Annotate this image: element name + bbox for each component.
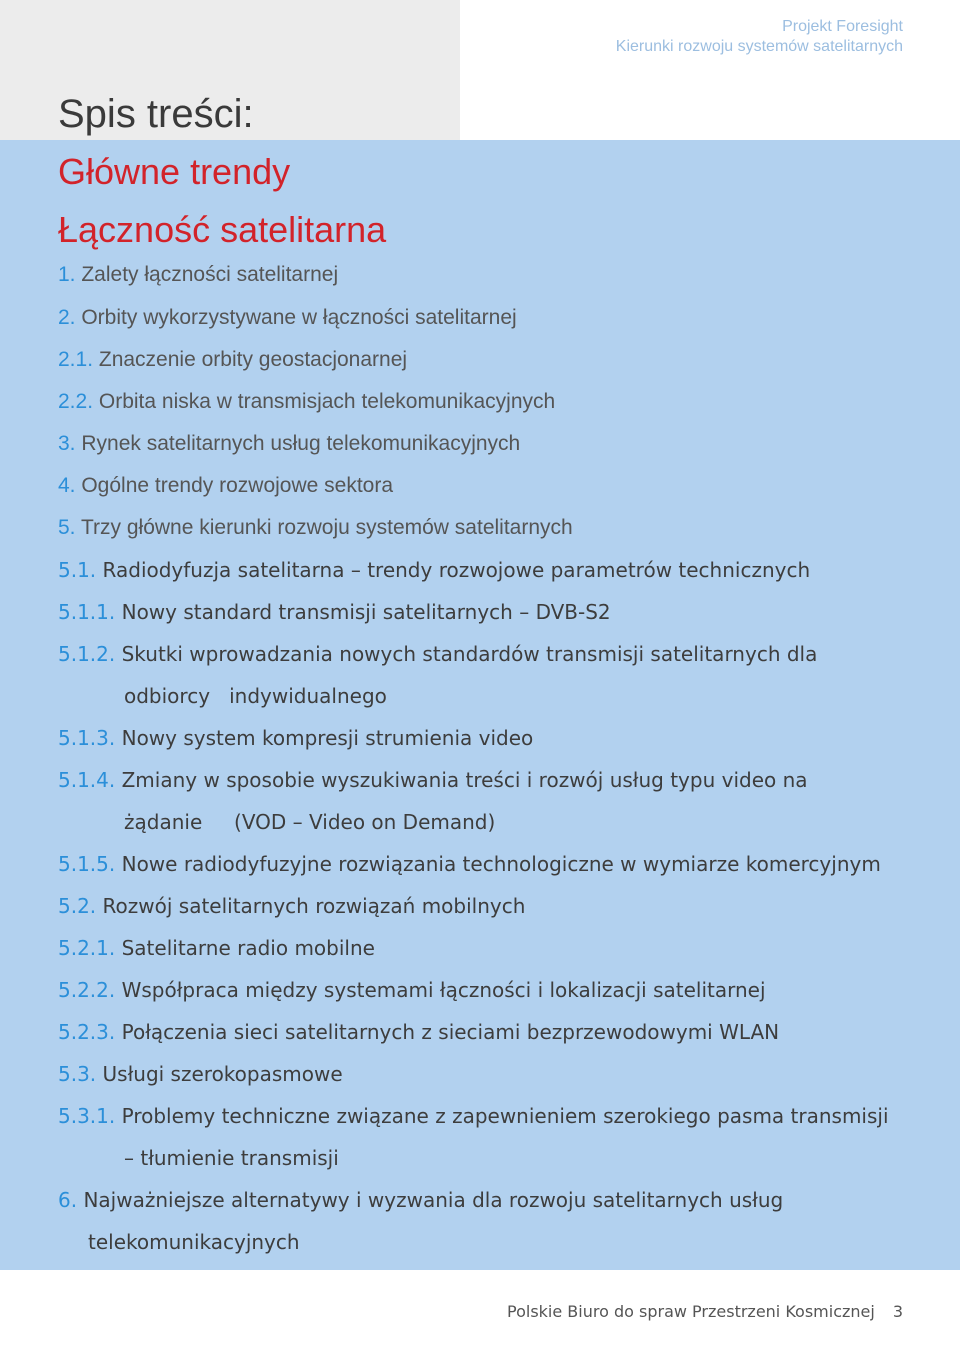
toc-entry[interactable]: [58, 389, 555, 415]
toc-entry[interactable]: [58, 431, 520, 457]
toc-entry[interactable]: [58, 977, 766, 1003]
toc-entry-title: Rozwój satelitarnych rozwiązań mobilnych: [96, 894, 526, 918]
toc-entry-number: 5.1.2.: [58, 642, 116, 666]
toc-entry-number: 5.1.: [58, 558, 97, 582]
toc-entry-number: 2.2.: [58, 390, 94, 413]
toc-entry-number: 1.: [58, 263, 76, 286]
toc-entry-continuation[interactable]: [124, 683, 387, 709]
toc-entry[interactable]: [58, 641, 817, 667]
toc-entry-title: odbiorcy indywidualnego: [124, 684, 387, 708]
toc-entry-title: Nowy system kompresji strumienia video: [115, 726, 534, 750]
toc-entry-continuation[interactable]: [124, 1145, 339, 1171]
toc-entry-number: 5.2.1.: [58, 936, 116, 960]
toc-entry-title: Orbita niska w transmisjach telekomunikacyjnych: [93, 390, 556, 413]
toc-entry-number: 3.: [58, 432, 76, 455]
toc-entry-number: 5.2.: [58, 894, 97, 918]
toc-entry[interactable]: [58, 305, 517, 331]
toc-entry-number: 5.1.5.: [58, 852, 116, 876]
toc-entry[interactable]: [58, 893, 525, 919]
footer-organization: Polskie Biuro do spraw Przestrzeni Kosmicznej: [507, 1302, 875, 1321]
page-title: Spis treści:: [58, 92, 254, 136]
toc-entry-title: – tłumienie transmisji: [124, 1146, 339, 1170]
toc-entry[interactable]: [58, 599, 611, 625]
toc-entry[interactable]: [58, 767, 808, 793]
toc-entry-title: Orbity wykorzystywane w łączności satelitarnej: [75, 306, 517, 329]
toc-entry-number: 4.: [58, 474, 76, 497]
toc-entry[interactable]: [58, 557, 810, 583]
header-subtitle: Kierunki rozwoju systemów satelitarnych: [615, 38, 903, 55]
toc-entry-continuation[interactable]: [88, 1229, 300, 1255]
toc-entry-title: Zalety łączności satelitarnej: [75, 263, 339, 286]
section-heading-trends: Główne trendy: [58, 151, 291, 192]
page-footer: [507, 1301, 903, 1323]
toc-entry-title: Satelitarne radio mobilne: [115, 936, 375, 960]
toc-entry-title: Połączenia sieci satelitarnych z sieciami bezprzewodowymi WLAN: [115, 1020, 780, 1044]
toc-entry-number: 5.1.1.: [58, 600, 116, 624]
toc-entry-title: żądanie (VOD – Video on Demand): [124, 810, 496, 834]
toc-entry-title: Najważniejsze alternatywy i wyzwania dla rozwoju satelitarnych usług: [77, 1188, 784, 1212]
toc-entry[interactable]: [58, 1019, 779, 1045]
toc-entry-number: 5.: [58, 516, 76, 539]
toc-entry[interactable]: [58, 1061, 343, 1087]
toc-entry-number: 5.2.3.: [58, 1020, 116, 1044]
toc-entry-title: Rynek satelitarnych usług telekomunikacyjnych: [75, 432, 521, 455]
toc-entry-title: Problemy techniczne związane z zapewnieniem szerokiego pasma transmisji: [115, 1104, 889, 1128]
header-project: Projekt Foresight: [782, 18, 903, 35]
section-heading-satellite: Łączność satelitarna: [58, 209, 387, 250]
toc-entry-title: Trzy główne kierunki rozwoju systemów satelitarnych: [75, 516, 573, 539]
toc-entry-title: Nowe radiodyfuzyjne rozwiązania technologiczne w wymiarze komercyjnym: [115, 852, 881, 876]
toc-entry[interactable]: [58, 851, 881, 877]
toc-entry[interactable]: [58, 473, 393, 499]
toc-entry-title: Radiodyfuzja satelitarna – trendy rozwojowe parametrów technicznych: [96, 558, 811, 582]
toc-entry-title: Usługi szerokopasmowe: [96, 1062, 343, 1086]
toc-entry-title: telekomunikacyjnych: [88, 1230, 300, 1254]
toc-entry-number: 5.2.2.: [58, 978, 116, 1002]
page-number: 3: [892, 1302, 903, 1321]
toc-entry-title: Ogólne trendy rozwojowe sektora: [75, 474, 394, 497]
toc-entry[interactable]: [58, 1187, 783, 1213]
toc-entry[interactable]: [58, 262, 338, 288]
toc-entry-number: 5.1.4.: [58, 768, 116, 792]
toc-entry-title: Zmiany w sposobie wyszukiwania treści i rozwój usług typu video na: [115, 768, 808, 792]
running-header: [616, 17, 903, 57]
toc-entry[interactable]: [58, 1103, 889, 1129]
toc-entry-number: 5.3.: [58, 1062, 97, 1086]
toc-entry[interactable]: [58, 515, 573, 541]
toc-entry-number: 2.: [58, 306, 76, 329]
toc-entry-number: 5.3.1.: [58, 1104, 116, 1128]
toc-entry-title: Nowy standard transmisji satelitarnych – DVB-S2: [115, 600, 611, 624]
toc-entry[interactable]: [58, 935, 375, 961]
toc-entry-number: 2.1.: [58, 348, 94, 371]
toc-entry-title: Skutki wprowadzania nowych standardów transmisji satelitarnych dla: [115, 642, 818, 666]
toc-entry-continuation[interactable]: [124, 809, 495, 835]
toc-entry[interactable]: [58, 725, 533, 751]
toc-entry-number: 6.: [58, 1188, 78, 1212]
toc-entry[interactable]: [58, 347, 407, 373]
toc-entry-number: 5.1.3.: [58, 726, 116, 750]
toc-entry-title: Znaczenie orbity geostacjonarnej: [93, 348, 408, 371]
toc-entry-title: Współpraca między systemami łączności i lokalizacji satelitarnej: [115, 978, 766, 1002]
